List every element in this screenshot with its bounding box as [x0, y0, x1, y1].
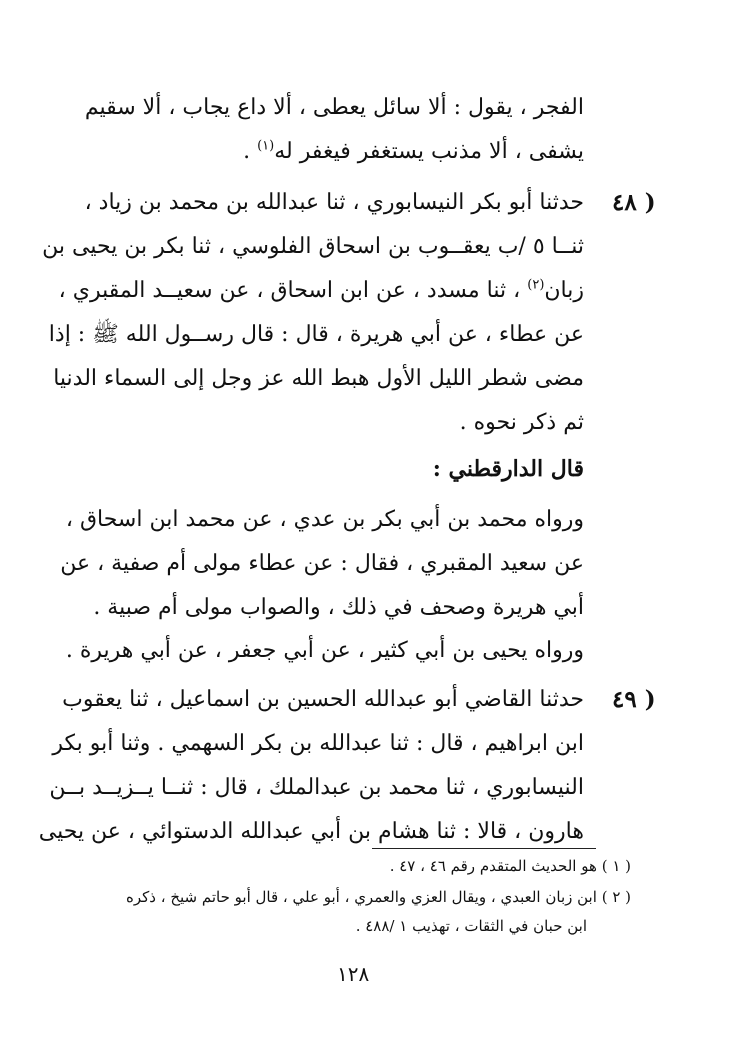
text-line: حدثنا أبو بكر النيسابوري ، ثنا عبدالله بن محمد بن زياد ، [84, 190, 584, 215]
footnote [356, 914, 587, 938]
footnote-ref: (١) [257, 138, 275, 154]
text-line: الفجر ، يقول : ألا سائل يعطى ، ألا داع يجاب ، ألا سقيم [84, 95, 584, 120]
hadith-number: ٤٨ ) [612, 189, 656, 216]
footnote-marker: ( ١ ) [601, 857, 631, 875]
section-heading: قال الدارقطني : [432, 456, 584, 482]
text-line: هارون ، قالا : ثنا هشام بن أبي عبدالله الدستوائي ، عن يحيى [38, 819, 584, 844]
text-line: ثنــا ٥ /ب يعقــوب بن اسحاق الفلوسي ، ثنا بكر بن يحيى بن [42, 234, 584, 259]
line-end: . [243, 139, 258, 164]
text-line [243, 132, 584, 172]
text-line: النيسابوري ، ثنا محمد بن عبدالملك ، قال : ثنــا يــزيــد بــن [49, 775, 584, 800]
text-line: أبي هريرة وصحف في ذلك ، والصواب مولى أم صبية . [93, 595, 584, 620]
footnote [390, 854, 631, 878]
footnote-text: ابن زبان العبدي ، ويقال العزي والعمري ، أبو علي ، قال أبو حاتم شيخ ، ذكره [126, 888, 597, 906]
text-line: ابن ابراهيم ، قال : ثنا عبدالله بن بكر السهمي . وثنا أبو بكر [52, 731, 584, 756]
text-line: ورواه محمد بن أبي بكر بن عدي ، عن محمد ابن اسحاق ، [65, 507, 584, 532]
text-line: حدثنا القاضي أبو عبدالله الحسين بن اسماعيل ، ثنا يعقوب [62, 687, 584, 712]
footnote-marker: ( ٢ ) [601, 888, 631, 906]
footnote [126, 885, 631, 909]
text-line: عن سعيد المقبري ، فقال : عن عطاء مولى أم صفية ، عن [60, 551, 584, 576]
page-number: ١٢٨ [337, 962, 370, 986]
footnote-ref: (٢) [527, 277, 545, 293]
footnote-text: هو الحديث المتقدم رقم ٤٦ ، ٤٧ . [389, 857, 597, 875]
text-line: ثم ذكر نحوه . [459, 410, 584, 435]
line-text: زبان [544, 278, 584, 303]
text-line: عن عطاء ، عن أبي هريرة ، قال : قال رســول الله ﷺ : إذا [48, 322, 584, 347]
text-line [59, 271, 584, 311]
line-text: ، ثنا مسدد ، عن ابن اسحاق ، عن سعيــد المقبري ، [58, 278, 521, 303]
line-text: يشفى ، ألا مذنب يستغفر فيغفر له [274, 139, 584, 164]
footnote-text: ابن حبان في الثقات ، تهذيب ١ /٤٨٨ . [355, 917, 587, 935]
hadith-number: ٤٩ ) [612, 686, 656, 713]
text-line: مضى شطر الليل الأول هبط الله عز وجل إلى السماء الدنيا [53, 366, 584, 391]
text-line: ورواه يحيى بن أبي كثير ، عن أبي جعفر ، عن أبي هريرة . [65, 638, 584, 663]
footnote-divider [372, 848, 596, 849]
